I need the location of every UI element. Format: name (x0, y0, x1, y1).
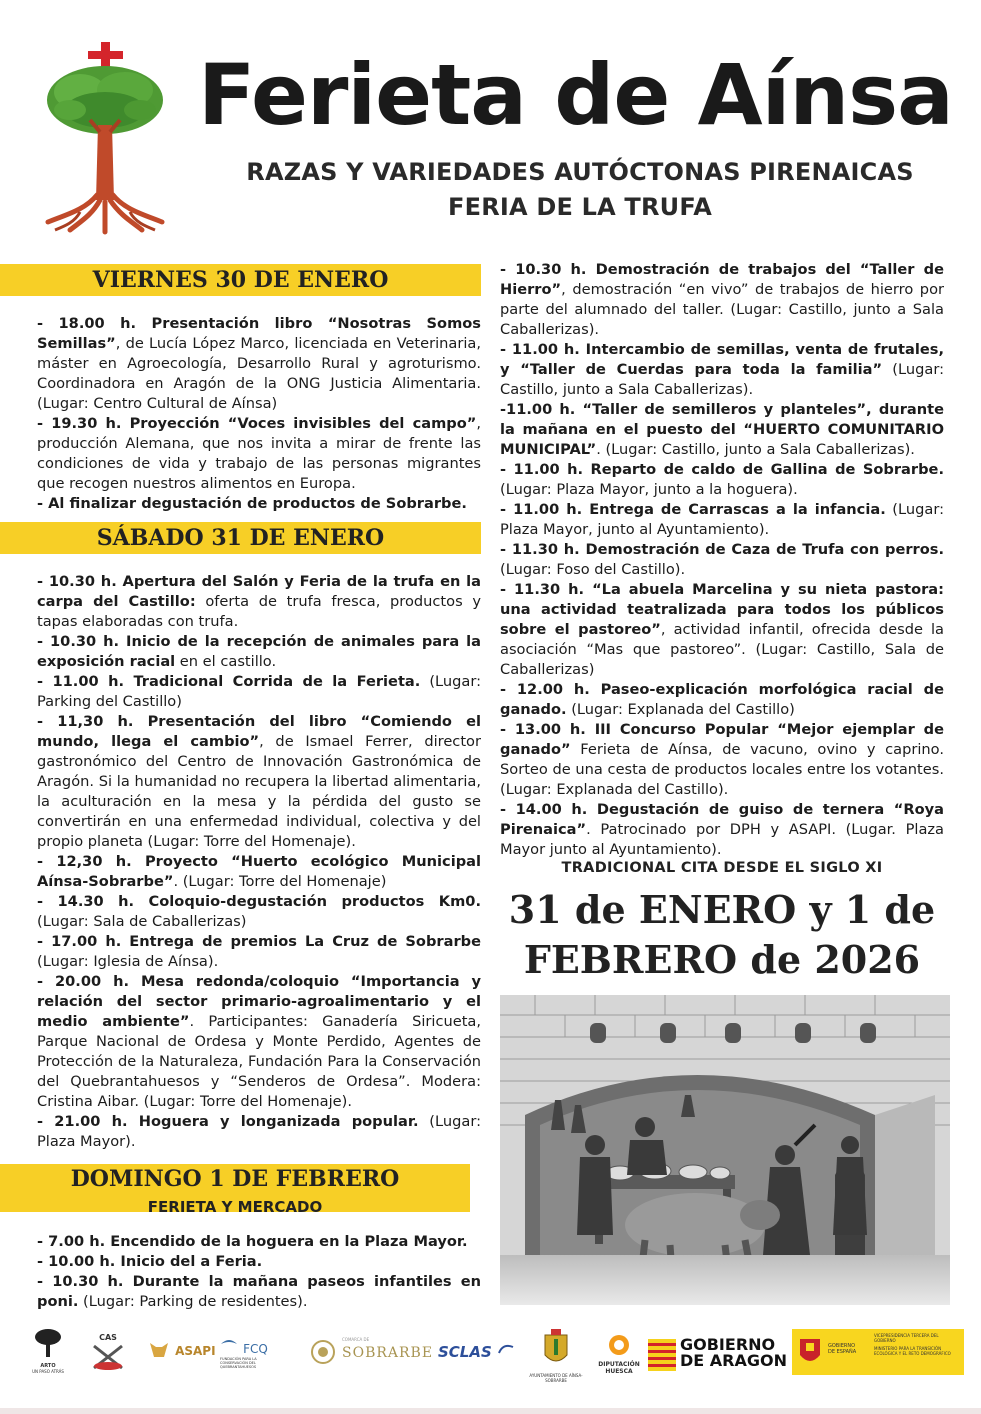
sunday-banner (0, 1164, 470, 1216)
market-scene-illustration (495, 995, 955, 1305)
list-item: - 21.00 h. Hoguera y longanizada popular. (Lugar: Plaza Mayor). (37, 1113, 481, 1150)
list-item: - 14.30 h. Coloquio-degustación productos Km0. (Lugar: Sala de Caballerizas) (37, 893, 481, 930)
sponsor-ainsa: AYUNTAMIENTO DE AÍNSA-SOBRARBE (520, 1327, 592, 1383)
dph-logo-icon (607, 1333, 631, 1357)
page-title: Ferieta de Aínsa (198, 46, 953, 144)
list-item: - 11.00 h. Intercambio de semillas, venta de frutales, y “Taller de Cuerdas para toda la familia” (Lugar: Castillo, junto a Sala Caballerizas). (500, 341, 944, 398)
sponsor-cas: CAS (86, 1333, 130, 1376)
saturday-banner (0, 522, 481, 554)
sun-emblem-icon (310, 1339, 336, 1365)
tree-icon (33, 1327, 63, 1359)
list-item: -11.00 h. “Taller de semilleros y planteles”, durante la mañana en el puesto del “HUERTO COMUNITARIO MUNICIPAL”. (Lugar: Castillo, junto a Sala Caballerizas). (500, 401, 944, 458)
sunday-schedule (37, 1232, 481, 1312)
sponsor-gobierno-aragon: GOBIERNO DE ARAGON (648, 1339, 788, 1375)
saturday-schedule-continued (500, 260, 944, 860)
event-dates-line-2: FEBRERO de 2026 (523, 937, 921, 982)
friday-title: VIERNES 30 DE ENERO (92, 267, 389, 293)
subtitle-feria-trufa: FERIA DE LA TRUFA (448, 193, 712, 221)
sunday-subtitle: FERIETA Y MERCADO (147, 1198, 323, 1216)
list-item: - 7.00 h. Encendido de la hoguera en la Plaza Mayor. (37, 1233, 468, 1250)
list-item: - 20.00 h. Mesa redonda/coloquio “Importancia y relación del sector primario-agroalimentario y el medio ambiente”. Participantes: Ganadería Siricueta, Parque Nacional de Ordesa y Monte Perdido, Agentes de Protección de la Naturaleza, Fundación Para la Conservación del Quebrantahuesos y “Senderos de Ordesa”. Modera: Cristina Aibar. (Lugar: Torre del Homenaje). (37, 973, 481, 1110)
tradition-tagline: TRADICIONAL CITA DESDE EL SIGLO XI (561, 860, 883, 876)
list-item: - 10.30 h. Apertura del Salón y Feria de la trufa en la carpa del Castillo: oferta de trufa fresca, productos y tapas elaboradas con trufa. (37, 573, 481, 630)
list-item: - 11.30 h. Demostración de Caza de Trufa con perros. (Lugar: Foso del Castillo). (500, 541, 944, 578)
aragon-flag-icon (648, 1339, 676, 1371)
cow-head-icon (148, 1339, 170, 1363)
sponsor-asapi: ASAPI (148, 1339, 216, 1367)
subtitle-razas: RAZAS Y VARIEDADES AUTÓCTONAS PIRENAICAS (246, 158, 914, 186)
vulture-icon (220, 1335, 238, 1353)
list-item: - 10.00 h. Inicio del a Feria. (37, 1253, 263, 1270)
sponsor-sobrarbe: COMARCA DE SOBRARBE (310, 1339, 430, 1369)
list-item: - 17.00 h. Entrega de premios La Cruz de Sobrarbe (Lugar: Iglesia de Aínsa). (37, 933, 481, 970)
sunday-title: DOMINGO 1 DE FEBRERO (70, 1166, 400, 1192)
event-dates (500, 885, 944, 985)
list-item: - 12,30 h. Proyecto “Huerto ecológico Municipal Aínsa-Sobrarbe”. (Lugar: Torre del Homenaje) (37, 853, 481, 890)
list-item: - 11.30 h. “La abuela Marcelina y su nieta pastora: una actividad teatralizada para todos los públicos sobre el pastoreo”, actividad infantil, ofrecida desde la asociación “Mas que pastoreo”. (Lugar: Castillo, Sala de Caballerizas) (500, 581, 945, 678)
list-item: - 19.30 h. Proyección “Voces invisibles del campo”, producción Alemana, que nos invita a mirar de frente las condiciones de vida y trabajo de las personas migrantes que recogen nuestros alimentos en Europa. (37, 415, 481, 492)
friday-banner (0, 264, 481, 296)
sponsors-strip (20, 1325, 965, 1395)
saturday-schedule (37, 572, 481, 1152)
list-item: - 11.00 h. Entrega de Carrascas a la infancia. (Lugar: Plaza Mayor, junto al Ayuntamiento). (500, 501, 944, 538)
list-item: - 11.00 h. Reparto de caldo de Gallina de Sobrarbe. (Lugar: Plaza Mayor, junto a la hoguera). (500, 461, 944, 498)
list-item: - 11.00 h. Tradicional Corrida de la Ferieta. (Lugar: Parking del Castillo) (37, 673, 482, 710)
list-item: - 12.00 h. Paseo-explicación morfológica racial de ganado. (Lugar: Explanada del Castillo) (500, 681, 944, 718)
crossed-tools-icon (90, 1342, 126, 1372)
list-item: - 14.00 h. Degustación de guiso de ternera “Roya Pirenaica”. Patrocinado por DPH y ASAPI. (Lugar. Plaza Mayor junto al Ayuntamiento). (500, 801, 944, 858)
list-item: - 10.30 h. Inicio de la recepción de animales para la exposición racial en el castillo. (37, 633, 481, 670)
tree-cross-logo (40, 40, 170, 235)
sponsor-gobierno-espana: GOBIERNO DE ESPAÑA VICEPRESIDENCIA TERCERA DEL GOBIERNO MINISTERIO PARA LA TRANSICIÓN ECOLÓGICA Y EL RETO DEMOGRÁFICO (792, 1329, 964, 1375)
list-item: - 11,30 h. Presentación del libro “Comiendo el mundo, llega el cambio”, de Ismael Ferrer, director gastronómico del Centro de Innovación Gastronómica de Aragón. Si la humanidad no recupera la libertad alimentaria, la aculturación en la mesa y la pérdida del gusto se convertirán en una enfermedad individual, colectiva y del propio planeta (Lugar: Torre del Homenaje). (37, 713, 481, 850)
list-item: - 10.30 h. Durante la mañana paseos infantiles en poni. (Lugar: Parking de residentes). (37, 1273, 481, 1310)
saturday-title: SÁBADO 31 DE ENERO (96, 525, 385, 551)
list-item: - 18.00 h. Presentación libro “Nosotras Somos Semillas”, de Lucía López Marco, licenciada en Veterinaria, máster en Agroecología, Desarrollo Rural y agroturismo. Coordinadora en Aragón de la ONG Justicia Alimentaria. (Lugar: Centro Cultural de Aínsa) (37, 315, 481, 412)
coat-of-arms-icon (541, 1327, 571, 1369)
sponsor-arto: ARTO UN PASO ATRÁS (28, 1327, 68, 1374)
sponsor-fcq: FCQ FUNDACIÓN PARA LA CONSERVACIÓN DEL QUEBRANTAHUESOS (220, 1335, 290, 1369)
list-item: - Al finalizar degustación de productos de Sobrarbe. (37, 495, 467, 512)
goat-icon (497, 1341, 515, 1357)
list-item: - 10.30 h. Demostración de trabajos del “Taller de Hierro”, demostración “en vivo” de trabajos de hierro por parte del alumnado del taller. (Lugar: Castillo, junto a Sala Caballerizas). (500, 261, 944, 338)
sponsor-dph: DIPUTACIÓN HUESCA (596, 1333, 642, 1375)
bottom-stripe (0, 1408, 981, 1414)
list-item: - 13.00 h. III Concurso Popular “Mejor ejemplar de ganado” Ferieta de Aínsa, de vacuno, ovino y caprino. Sorteo de una cesta de productos locales entre los votantes. (Lugar: Explanada del Castillo). (500, 721, 944, 798)
friday-schedule (37, 314, 481, 514)
spain-shield-icon (798, 1337, 822, 1367)
sponsor-sclas: SCLAS (438, 1341, 515, 1361)
event-dates-line-1: 31 de ENERO y 1 de (508, 887, 936, 932)
